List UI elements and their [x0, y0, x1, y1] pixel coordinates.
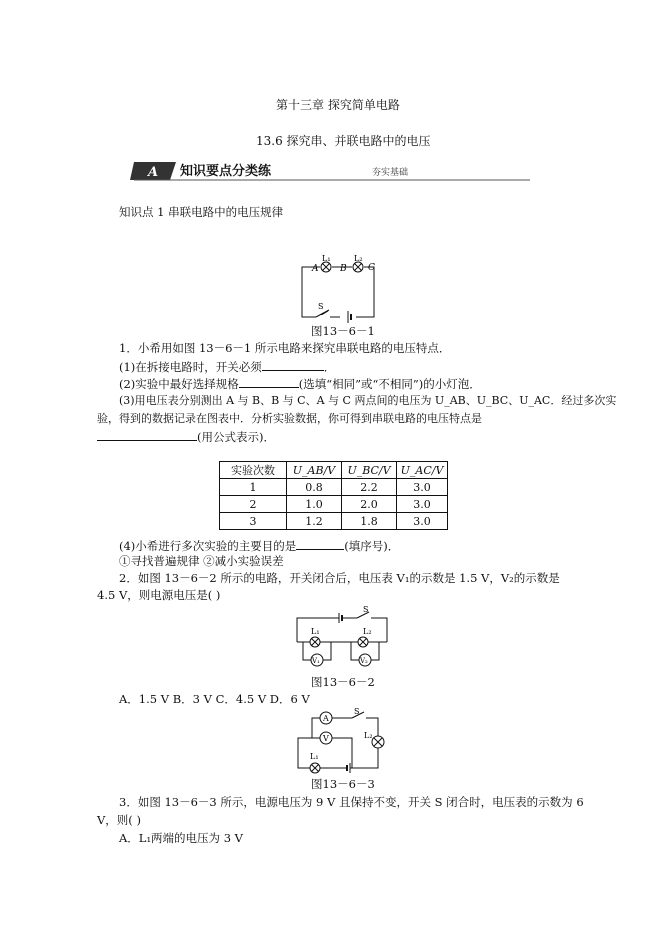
fig1-label-c: C [368, 263, 375, 273]
table-row [220, 496, 448, 513]
fig3-label-l1: L₁ [310, 752, 319, 761]
banner-badge: A [148, 165, 159, 180]
q3-line2: V，则( ) [97, 813, 141, 827]
q1-part3-line3 [97, 428, 275, 445]
table-cell: 0.8 [287, 479, 342, 496]
q1-part3-post: (用公式表示)． [197, 430, 275, 444]
q1-stem: 1．小希用如图 13－6－1 所示电路来探究串联电路的电压特点． [119, 341, 451, 355]
section-title: 13.6 探究串、并联电路中的电压 [256, 134, 431, 148]
fig3-label-v: V [323, 734, 329, 743]
q1-part2 [119, 375, 481, 392]
fig2-label-l2: L₂ [363, 627, 372, 636]
q1-options: ①寻找普遍规律 ②减小实验误差 [119, 554, 284, 568]
table-header: U_AB/V [287, 462, 342, 479]
figure-13-6-3 [292, 708, 392, 776]
fig2-label-l1: L₁ [311, 627, 320, 636]
q2-line1: 2．如图 13－6－2 所示的电路，开关闭合后，电压表 V₁的示数是 1.5 V，V₂的示数是 [119, 571, 560, 585]
q1-part1-post: ． [323, 360, 336, 374]
q2-line2: 4.5 V，则电源电压是( ) [97, 588, 221, 602]
section-banner [130, 160, 530, 182]
table-cell: 1.8 [342, 513, 397, 530]
q1-part4-blank[interactable] [296, 537, 344, 550]
q1-part2-post: (选填“相同”或“不相同”)的小灯泡． [298, 377, 481, 391]
table-cell: 2.0 [342, 496, 397, 513]
banner-right: 夯实基础 [372, 168, 409, 178]
table-cell: 3.0 [397, 479, 448, 496]
fig1-label-l1: L₁ [322, 255, 331, 263]
table-header: 实验次数 [220, 462, 287, 479]
fig3-label-l2: L₂ [364, 731, 373, 740]
q1-part4-post: (填序号)． [344, 539, 400, 553]
q3-choice-a: A．L₁两端的电压为 3 V [119, 831, 243, 845]
table-cell: 2.2 [342, 479, 397, 496]
q1-part1-blank[interactable] [262, 358, 324, 371]
fig1-label-s: S [318, 302, 324, 311]
q1-part1-pre: (1)在拆接电路时，开关必须 [119, 360, 262, 374]
q1-part2-pre: (2)实验中最好选择规格 [119, 377, 239, 391]
q3-line1: 3．如图 13－6－3 所示，电源电压为 9 V 且保持不变，开关 S 闭合时，电压表的示数为 6 [119, 795, 584, 809]
fig2-label-v2: V₂ [360, 657, 368, 665]
table-header: U_AC/V [397, 462, 448, 479]
fig3-label-s: S [354, 708, 360, 716]
chapter-title: 第十三章 探究简单电路 [276, 98, 400, 112]
fig1-label-b: B [340, 264, 347, 274]
q1-part4-pre: (4)小希进行多次实验的主要目的是 [119, 539, 297, 553]
q1-part3-line2: 验，得到的数据记录在图表中．分析实验数据，你可得到串联电路的电压特点是 [97, 412, 482, 425]
table-row [220, 513, 448, 530]
fig3-label-a: A [323, 714, 329, 723]
data-table [219, 461, 448, 530]
table-header: U_BC/V [342, 462, 397, 479]
table-header-row [220, 462, 448, 479]
fig2-label-v1: V₁ [312, 657, 320, 665]
table-cell: 1.2 [287, 513, 342, 530]
table-cell: 3 [220, 513, 287, 530]
fig1-label-l2: L₂ [354, 255, 363, 263]
fig2-caption: 图13－6－2 [311, 675, 375, 689]
fig1-label-a: A [312, 264, 319, 274]
table-cell: 1 [220, 479, 287, 496]
table-cell: 3.0 [397, 513, 448, 530]
q1-part4 [119, 537, 399, 554]
table-row [220, 479, 448, 496]
banner-title: 知识要点分类练 [180, 164, 272, 179]
table-cell: 1.0 [287, 496, 342, 513]
table-cell: 2 [220, 496, 287, 513]
fig1-caption: 图13－6－1 [311, 324, 375, 338]
q1-part2-blank[interactable] [239, 375, 299, 388]
q1-part1 [119, 358, 335, 375]
table-cell: 3.0 [397, 496, 448, 513]
knowledge-point: 知识点 1 串联电路中的电压规律 [119, 205, 284, 219]
figure-13-6-2 [293, 606, 391, 670]
fig2-label-s: S [363, 606, 369, 614]
q2-choices: A．1.5 V B．3 V C．4.5 V D．6 V [119, 692, 310, 706]
fig3-caption: 图13－6－3 [311, 777, 375, 791]
q1-part3-line1: (3)用电压表分别测出 A 与 B、B 与 C、A 与 C 两点间的电压为 U_AB、U_BC、U_AC．经过多次实 [119, 394, 617, 407]
figure-13-6-1 [296, 255, 392, 327]
q1-part3-blank[interactable] [97, 428, 197, 441]
